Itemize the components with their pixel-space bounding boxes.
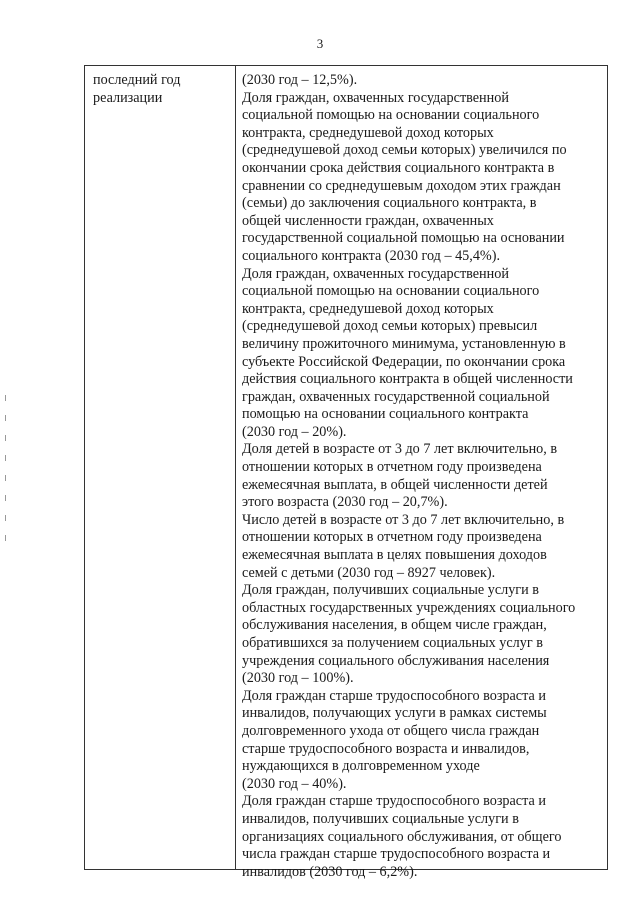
text-line: ежемесячная выплата в целях повышения доходов xyxy=(242,547,547,564)
text-line: величину прожиточного минимума, установленную в xyxy=(242,335,566,352)
text-line: инвалидов (2030 год – 6,2%). xyxy=(242,863,418,880)
text-line: инвалидов, получающих услуги в рамках системы xyxy=(242,705,547,722)
text-line: государственной социальной помощью на основании xyxy=(242,230,565,247)
text-line: (среднедушевой доход семьи которых) превысил xyxy=(242,318,538,335)
text-line: контракта, среднедушевой доход которых xyxy=(242,300,494,317)
text-line: отношении которых в отчетном году произведена xyxy=(242,529,542,546)
text-line: (2030 год – 100%). xyxy=(242,670,354,687)
table-cell-label xyxy=(93,72,233,107)
text-line: (2030 год – 20%). xyxy=(242,423,347,440)
text-line: старше трудоспособного возраста и инвалидов, xyxy=(242,740,530,757)
text-line: отношении которых в отчетном году произведена xyxy=(242,459,542,476)
text-line: помощью на основании социального контракта xyxy=(242,406,529,423)
text-line: инвалидов, получивших социальные услуги в xyxy=(242,810,519,827)
text-line: этого возраста (2030 год – 20,7%). xyxy=(242,494,448,511)
text-line: общей численности граждан, охваченных xyxy=(242,212,494,229)
text-line: долговременного ухода от общего числа граждан xyxy=(242,722,540,739)
document-table xyxy=(84,65,608,880)
text-line: Доля граждан старше трудоспособного возраста и xyxy=(242,793,546,810)
page-number: 3 xyxy=(316,36,324,51)
text-line: действия социального контракта в общей численности xyxy=(242,371,573,388)
text-line: (среднедушевой доход семьи которых) увеличился по xyxy=(242,142,567,159)
text-line: Доля граждан старше трудоспособного возраста и xyxy=(242,687,546,704)
text-line: контракта, среднедушевой доход которых xyxy=(242,124,494,141)
text-line: нуждающихся в долговременном уходе xyxy=(242,758,480,775)
text-line: обратившихся за получением социальных услуг в xyxy=(242,635,543,651)
margin-scan-marks xyxy=(5,395,7,565)
text-line: семей с детьми (2030 год – 8927 человек). xyxy=(242,564,496,581)
text-line: учреждения социального обслуживания населения xyxy=(242,652,550,669)
text-line: субъекте Российской Федерации, по окончании срока xyxy=(242,353,566,370)
text-line: Доля граждан, получивших социальные услуги в xyxy=(242,582,539,599)
text-line: социального контракта (2030 год – 45,4%). xyxy=(242,247,501,264)
text-line: Доля детей в возрасте от 3 до 7 лет включительно, в xyxy=(242,441,558,458)
text-line: сравнении со среднедушевым доходом этих граждан xyxy=(242,177,561,194)
text-line: организациях социального обслуживания, от общего xyxy=(242,828,562,845)
text-line: ежемесячная выплата, в общей численности детей xyxy=(242,476,548,493)
text-line: (семьи) до заключения социального контракта, в xyxy=(242,195,537,212)
table-cell-content xyxy=(242,72,604,881)
text-line: (2030 год – 12,5%). xyxy=(242,72,358,88)
text-line: окончании срока действия социального контракта в xyxy=(242,159,555,176)
column-divider xyxy=(235,66,236,869)
text-line: Доля граждан, охваченных государственной xyxy=(242,265,509,282)
text-line: реализации xyxy=(93,89,163,106)
text-line: числа граждан старше трудоспособного возраста и xyxy=(242,846,551,863)
text-line: (2030 год – 40%). xyxy=(242,775,347,792)
text-line: социальной помощью на основании социального xyxy=(242,107,540,124)
text-line: Доля граждан, охваченных государственной xyxy=(242,89,509,106)
text-line: Число детей в возрасте от 3 до 7 лет включительно, в xyxy=(242,511,565,528)
text-line: граждан, охваченных государственной социальной xyxy=(242,388,550,405)
text-line: областных государственных учреждениях социального xyxy=(242,599,576,616)
text-line: последний год xyxy=(93,72,181,88)
text-line: социальной помощью на основании социального xyxy=(242,283,540,300)
text-line: обслуживания населения, в общем числе граждан, xyxy=(242,617,547,634)
